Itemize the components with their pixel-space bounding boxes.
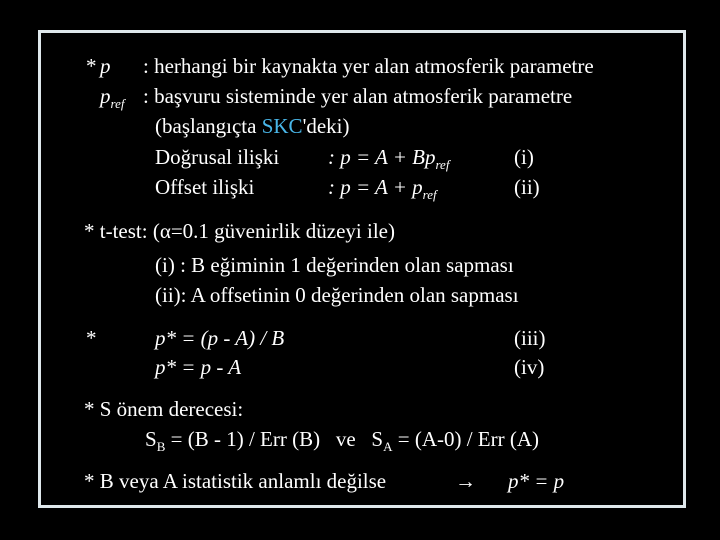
p-bullet: * [86,54,97,78]
ttest-heading: * t-test: (α=0.1 güvenirlik düzeyi ile) [84,219,395,243]
offset-relation-equation: : $p = A + p_{ref}$ [328,175,437,202]
significance-formulas: $S_B = (B - 1)$ / Err (B) ve $S_A = (A-0)$ / Err (A) [145,427,540,454]
offset-relation-label: Offset ilişki [155,175,255,199]
skc-highlight: SKC [261,114,303,138]
right-arrow-icon: → [455,469,476,493]
pstar-bullet: * [86,326,97,350]
pstar-equation-iii-number: (iii) [514,326,546,350]
conclusion-text: * B veya A istatistik anlamlı değilse [84,469,387,493]
p-description: : herhangi bir kaynakta yer alan atmosferik parametre [143,54,594,78]
alpha-symbol: α [159,219,171,243]
ttest-line-ii: (ii): A offsetinin 0 değerinden olan sapması [155,283,519,307]
p-symbol: p [100,54,111,78]
pstar-equation-iv: p* = p - A [155,355,242,379]
pstar-equation-iii: p* = (p - A) / B [155,326,285,350]
offset-relation-number: (ii) [514,175,540,199]
ttest-line-i: (i) : B eğiminin 1 değerinden olan sapması [155,253,514,277]
pref-symbol: $p_{ref}$ [100,84,125,111]
start-condition-note: (başlangıçta SKC'deki) [155,114,350,138]
conclusion-result: p* = p [508,469,565,493]
pstar-equation-iv-number: (iv) [514,355,545,379]
linear-relation-equation: : $p = A + Bp_{ref}$ [328,145,450,172]
significance-heading: * S önem derecesi: [84,397,244,421]
pref-description: : başvuru sisteminde yer alan atmosferik parametre [143,84,573,108]
linear-relation-label: Doğrusal ilişki [155,145,280,169]
linear-relation-number: (i) [514,145,534,169]
